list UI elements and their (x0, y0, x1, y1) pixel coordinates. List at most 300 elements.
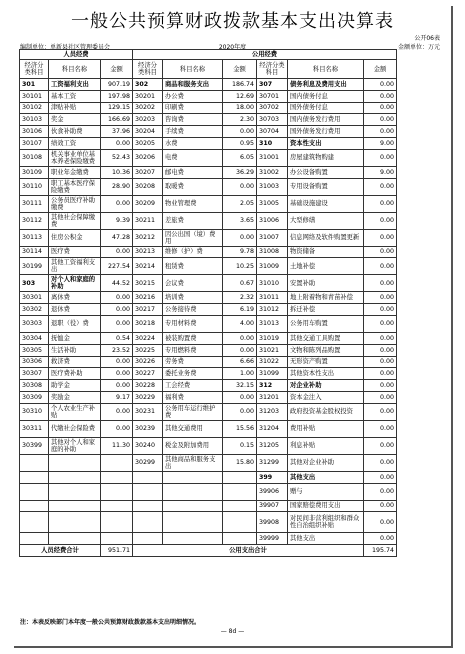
cell-name: 委托业务费 (163, 368, 223, 380)
cell-name: 资本性支出 (288, 137, 364, 149)
cell-name: 其他交通费用 (163, 420, 223, 437)
cell-code: 312 (257, 380, 288, 392)
cell-code: 30216 (133, 292, 163, 304)
cell-empty (49, 512, 101, 533)
cell-name: 安置补助 (288, 275, 364, 292)
cell-name: 助学金 (49, 380, 101, 392)
cell-code: 30215 (133, 275, 163, 292)
cell-code: 303 (20, 275, 49, 292)
table-row (20, 275, 397, 292)
cell-code: 30108 (20, 149, 49, 166)
cell-empty (163, 471, 223, 483)
cell-code: 31006 (257, 212, 288, 229)
page-shadow-bottom (14, 646, 453, 648)
cell-name: 无形资产购置 (288, 356, 364, 368)
cell-amount: 0.95 (223, 137, 257, 149)
cell-name: 物业管理费 (163, 195, 223, 212)
cell-name: 医疗费 (49, 246, 101, 258)
cell-code: 30206 (133, 149, 163, 166)
cell-amount: 15.80 (223, 454, 257, 471)
cell-name: 奖励金 (49, 391, 101, 403)
cell-name: 绩效工资 (49, 137, 101, 149)
cell-name: 房屋建筑物购建 (288, 149, 364, 166)
cell-name: 机关事业单位基本养老保险缴费 (49, 149, 101, 166)
table-row (20, 304, 397, 316)
cell-code: 30299 (133, 454, 163, 471)
cell-name: 利息补贴 (288, 437, 364, 454)
col-header-amount: 金额 (223, 60, 257, 79)
cell-name: 租赁费 (163, 258, 223, 275)
cell-empty (133, 533, 163, 545)
col-header-name: 科目名称 (49, 60, 101, 79)
cell-amount: 0.00 (364, 315, 397, 332)
cell-amount: 0.00 (364, 212, 397, 229)
cell-amount: 6.19 (223, 304, 257, 316)
cell-code: 30703 (257, 114, 288, 126)
cell-name: 会议费 (163, 275, 223, 292)
cell-amount: 36.29 (223, 166, 257, 178)
cell-code: 302 (133, 79, 163, 91)
cell-amount: 227.54 (101, 258, 133, 275)
table-row (20, 212, 397, 229)
cell-code: 30199 (20, 258, 49, 275)
public-total-label: 公用支出合计 (133, 545, 364, 557)
cell-name: 咨询费 (163, 114, 223, 126)
cell-amount: 37.96 (101, 126, 133, 138)
cell-amount: 0.00 (364, 195, 397, 212)
form-code: 公开06表 (414, 35, 440, 42)
cell-name: 住房公积金 (49, 229, 101, 246)
cell-code: 30218 (133, 315, 163, 332)
cell-amount: 907.19 (101, 79, 133, 91)
cell-name: 邮电费 (163, 166, 223, 178)
cell-name: 抚恤金 (49, 332, 101, 344)
cell-name: 公务员医疗补助缴费 (49, 195, 101, 212)
cell-empty (20, 512, 49, 533)
cell-amount: 0.00 (364, 149, 397, 166)
cell-amount: 0.00 (364, 292, 397, 304)
cell-name: 专用燃料费 (163, 344, 223, 356)
cell-code: 30303 (20, 315, 49, 332)
cell-name: 公务接待费 (163, 304, 223, 316)
cell-amount: 0.00 (364, 90, 397, 102)
cell-name: 对企业补助 (288, 380, 364, 392)
cell-code: 39907 (257, 500, 288, 512)
cell-name: 培训费 (163, 292, 223, 304)
table-row (20, 483, 397, 500)
personnel-total-value: 951.71 (101, 545, 133, 557)
cell-amount: 0.00 (101, 137, 133, 149)
cell-name: 政府投资基金股权投资 (288, 403, 364, 420)
cell-empty (133, 471, 163, 483)
cell-name: 物资储备 (288, 246, 364, 258)
cell-code: 30114 (20, 246, 49, 258)
table-row (20, 437, 397, 454)
cell-empty (20, 533, 49, 545)
cell-name: 专用材料费 (163, 315, 223, 332)
cell-amount: 0.00 (364, 304, 397, 316)
cell-name: 电费 (163, 149, 223, 166)
cell-code: 30113 (20, 229, 49, 246)
cell-amount: 166.69 (101, 114, 133, 126)
cell-name: 专用设备购置 (288, 178, 364, 195)
cell-amount: 0.00 (364, 344, 397, 356)
col-header-amount: 金额 (364, 60, 397, 79)
cell-name: 医疗费补助 (49, 368, 101, 380)
col-header-code: 经济分类科目 (257, 60, 288, 79)
cell-name: 津贴补贴 (49, 102, 101, 114)
col-header-name: 科目名称 (288, 60, 364, 79)
cell-empty (101, 454, 133, 471)
table-row (20, 258, 397, 275)
cell-code: 30203 (133, 114, 163, 126)
col-header-name: 科目名称 (163, 60, 223, 79)
cell-empty (101, 483, 133, 500)
cell-name: 办公费 (163, 90, 223, 102)
cell-empty (101, 533, 133, 545)
cell-name: 被装购置费 (163, 332, 223, 344)
cell-name: 水费 (163, 137, 223, 149)
table-row (20, 166, 397, 178)
cell-amount: 0.00 (364, 471, 397, 483)
col-header-amount: 金额 (101, 60, 133, 79)
cell-code: 30205 (133, 137, 163, 149)
cell-amount: 6.05 (223, 149, 257, 166)
cell-code: 30309 (20, 391, 49, 403)
cell-amount: 32.15 (223, 380, 257, 392)
cell-name: 生活补助 (49, 344, 101, 356)
cell-name: 职工基本医疗保险缴费 (49, 178, 101, 195)
cell-empty (101, 512, 133, 533)
cell-amount: 9.17 (101, 391, 133, 403)
cell-name: 救济费 (49, 356, 101, 368)
cell-amount: 15.56 (223, 420, 257, 437)
cell-amount: 0.00 (101, 195, 133, 212)
cell-code: 30304 (20, 332, 49, 344)
table-row (20, 315, 397, 332)
cell-code: 30302 (20, 304, 49, 316)
cell-name: 福利费 (163, 391, 223, 403)
cell-code: 30213 (133, 246, 163, 258)
personnel-total-label: 人员经费合计 (20, 545, 101, 557)
cell-code: 30307 (20, 368, 49, 380)
page-number: — 8d — (220, 628, 245, 635)
cell-empty (20, 483, 49, 500)
cell-name: 办公设备购置 (288, 166, 364, 178)
cell-amount: 0.67 (223, 275, 257, 292)
cell-empty (49, 500, 101, 512)
cell-name: 公务用车购置 (288, 315, 364, 332)
cell-empty (133, 512, 163, 533)
cell-amount: 9.00 (364, 166, 397, 178)
cell-code: 30202 (133, 102, 163, 114)
cell-empty (223, 512, 257, 533)
table-row (20, 246, 397, 258)
cell-name: 国内债务发行费用 (288, 114, 364, 126)
cell-amount: 0.00 (101, 246, 133, 258)
cell-name: 奖金 (49, 114, 101, 126)
cell-amount: 0.54 (101, 332, 133, 344)
cell-amount: 0.00 (101, 315, 133, 332)
cell-amount: 0.00 (364, 437, 397, 454)
cell-code: 30240 (133, 437, 163, 454)
page-shadow-right (451, 6, 453, 648)
table-row (20, 195, 397, 212)
cell-code: 30231 (133, 403, 163, 420)
cell-empty (101, 471, 133, 483)
cell-amount: 0.00 (364, 420, 397, 437)
cell-amount: 0.00 (223, 229, 257, 246)
cell-code: 30109 (20, 166, 49, 178)
cell-code: 31001 (257, 149, 288, 166)
cell-amount: 4.00 (223, 315, 257, 332)
cell-name: 劳务费 (163, 356, 223, 368)
cell-code: 30311 (20, 420, 49, 437)
table-row (20, 368, 397, 380)
cell-empty (20, 454, 49, 471)
cell-code: 31201 (257, 391, 288, 403)
cell-amount: 6.66 (223, 356, 257, 368)
cell-code: 30229 (133, 391, 163, 403)
cell-name: 对民间非营利组织和群众性自治组织补贴 (288, 512, 364, 533)
table-row (20, 102, 397, 114)
table-row (20, 420, 397, 437)
cell-code: 30103 (20, 114, 49, 126)
cell-name: 国外债务发行费用 (288, 126, 364, 138)
cell-amount: 2.30 (223, 114, 257, 126)
cell-amount: 0.00 (364, 483, 397, 500)
cell-code: 30225 (133, 344, 163, 356)
cell-amount: 0.00 (223, 332, 257, 344)
cell-empty (133, 500, 163, 512)
cell-code: 30208 (133, 178, 163, 195)
cell-name: 基本工资 (49, 90, 101, 102)
cell-empty (20, 500, 49, 512)
cell-code: 30224 (133, 332, 163, 344)
table-row (20, 344, 397, 356)
personnel-header: 人员经费 (20, 50, 133, 60)
cell-name: 商品和服务支出 (163, 79, 223, 91)
table-row (20, 229, 397, 246)
cell-amount: 28.90 (101, 178, 133, 195)
cell-empty (163, 483, 223, 500)
cell-code: 31013 (257, 315, 288, 332)
cell-name: 差旅费 (163, 212, 223, 229)
cell-empty (223, 471, 257, 483)
cell-amount: 0.00 (101, 368, 133, 380)
cell-empty (223, 533, 257, 545)
cell-code: 30239 (133, 420, 163, 437)
cell-code: 30228 (133, 380, 163, 392)
cell-code: 31019 (257, 332, 288, 344)
cell-amount: 9.00 (364, 137, 397, 149)
cell-amount: 9.39 (101, 212, 133, 229)
cell-amount: 12.69 (223, 90, 257, 102)
cell-name: 代缴社会保险费 (49, 420, 101, 437)
cell-amount: 10.25 (223, 258, 257, 275)
cell-code: 30227 (133, 368, 163, 380)
table-row (20, 149, 397, 166)
cell-name: 其他对个人和家庭的补助 (49, 437, 101, 454)
cell-code: 31021 (257, 344, 288, 356)
cell-code: 30306 (20, 356, 49, 368)
table-row (20, 512, 397, 533)
cell-amount: 2.32 (223, 292, 257, 304)
cell-code: 39906 (257, 483, 288, 500)
cell-empty (223, 500, 257, 512)
cell-amount: 0.00 (364, 229, 397, 246)
cell-name: 手续费 (163, 126, 223, 138)
cell-code: 30212 (133, 229, 163, 246)
col-header-code: 经济分类科目 (133, 60, 163, 79)
cell-code: 30110 (20, 178, 49, 195)
cell-amount: 197.98 (101, 90, 133, 102)
table-row (20, 292, 397, 304)
cell-name: 退休费 (49, 304, 101, 316)
cell-empty (163, 533, 223, 545)
cell-empty (163, 512, 223, 533)
cell-code: 30207 (133, 166, 163, 178)
footnote: 注：本表反映部门本年度一般公共预算财政拨款基本支出明细情况。 (20, 619, 201, 626)
cell-amount: 0.00 (364, 512, 397, 533)
cell-code: 30201 (133, 90, 163, 102)
cell-name: 其他工资福利支出 (49, 258, 101, 275)
cell-code: 31299 (257, 454, 288, 471)
cell-code: 31009 (257, 258, 288, 275)
compiling-unit: 编制单位：单新县社区管理委员会 (20, 44, 111, 51)
cell-amount: 9.78 (223, 246, 257, 258)
cell-code: 30204 (133, 126, 163, 138)
cell-name: 文物和陈列品购置 (288, 344, 364, 356)
col-header-code: 经济分类科目 (20, 60, 49, 79)
cell-name: 退职（役）费 (49, 315, 101, 332)
cell-code: 30305 (20, 344, 49, 356)
cell-code: 310 (257, 137, 288, 149)
table-row (20, 471, 397, 483)
cell-amount: 129.15 (101, 102, 133, 114)
cell-code: 399 (257, 471, 288, 483)
cell-name: 国外债务付息 (288, 102, 364, 114)
cell-amount: 0.00 (364, 114, 397, 126)
cell-code: 30102 (20, 102, 49, 114)
cell-amount: 0.00 (364, 403, 397, 420)
cell-name: 工资福利支出 (49, 79, 101, 91)
cell-amount: 2.05 (223, 195, 257, 212)
cell-name: 拆迁补偿 (288, 304, 364, 316)
cell-name: 国家赔偿费用支出 (288, 500, 364, 512)
cell-code: 39999 (257, 533, 288, 545)
cell-amount: 44.52 (101, 275, 133, 292)
table-row (20, 380, 397, 392)
cell-code: 30101 (20, 90, 49, 102)
cell-amount: 0.00 (364, 391, 397, 403)
cell-name: 费用补贴 (288, 420, 364, 437)
cell-amount: 0.00 (364, 500, 397, 512)
cell-amount: 52.43 (101, 149, 133, 166)
cell-name: 其他商品和服务支出 (163, 454, 223, 471)
cell-code: 30209 (133, 195, 163, 212)
cell-code: 31012 (257, 304, 288, 316)
cell-amount: 0.00 (223, 403, 257, 420)
report-title: 一般公共预算财政拨款基本支出决算表 (71, 11, 394, 32)
cell-amount: 23.52 (101, 344, 133, 356)
cell-name: 赠与 (288, 483, 364, 500)
cell-name: 个人农业生产补贴 (49, 403, 101, 420)
cell-code: 30701 (257, 90, 288, 102)
cell-amount: 1.00 (223, 368, 257, 380)
cell-name: 公务用车运行维护费 (163, 403, 223, 420)
cell-code: 30399 (20, 437, 49, 454)
cell-code: 31010 (257, 275, 288, 292)
table-row (20, 114, 397, 126)
cell-empty (49, 454, 101, 471)
cell-code: 31022 (257, 356, 288, 368)
cell-amount: 3.65 (223, 212, 257, 229)
cell-amount: 0.00 (364, 79, 397, 91)
cell-name: 其他社会保障缴费 (49, 212, 101, 229)
cell-code: 30106 (20, 126, 49, 138)
cell-amount: 0.00 (364, 380, 397, 392)
cell-code: 30111 (20, 195, 49, 212)
cell-empty (223, 483, 257, 500)
cell-amount: 0.00 (223, 178, 257, 195)
cell-name: 其他交通工具购置 (288, 332, 364, 344)
cell-code: 31007 (257, 229, 288, 246)
cell-name: 信息网络及软件购置更新 (288, 229, 364, 246)
cell-amount: 47.28 (101, 229, 133, 246)
cell-empty (49, 533, 101, 545)
cell-name: 大型修缮 (288, 212, 364, 229)
cell-code: 30704 (257, 126, 288, 138)
cell-amount: 0.00 (364, 258, 397, 275)
table-row (20, 500, 397, 512)
cell-amount: 0.00 (364, 246, 397, 258)
table-row (20, 332, 397, 344)
cell-name: 其他支出 (288, 533, 364, 545)
cell-name: 土地补偿 (288, 258, 364, 275)
cell-amount: 0.00 (223, 126, 257, 138)
cell-code: 30107 (20, 137, 49, 149)
table-row (20, 126, 397, 138)
cell-empty (20, 471, 49, 483)
cell-code: 31011 (257, 292, 288, 304)
expenditure-table (19, 49, 397, 557)
cell-empty (133, 483, 163, 500)
cell-code: 30301 (20, 292, 49, 304)
public-header: 公用经费 (133, 50, 397, 60)
cell-amount: 0.00 (101, 403, 133, 420)
table-row (20, 391, 397, 403)
cell-amount: 0.00 (364, 533, 397, 545)
cell-name: 离休费 (49, 292, 101, 304)
cell-code: 31203 (257, 403, 288, 420)
cell-empty (49, 471, 101, 483)
cell-amount: 0.00 (101, 292, 133, 304)
table-row (20, 137, 397, 149)
cell-code: 30217 (133, 304, 163, 316)
cell-amount: 0.00 (101, 380, 133, 392)
cell-name: 基础设施建设 (288, 195, 364, 212)
cell-amount: 0.00 (223, 391, 257, 403)
cell-name: 其他支出 (288, 471, 364, 483)
cell-name: 税金及附加费用 (163, 437, 223, 454)
cell-code: 30310 (20, 403, 49, 420)
cell-name: 维修（护）费 (163, 246, 223, 258)
cell-amount: 186.74 (223, 79, 257, 91)
cell-name: 印刷费 (163, 102, 223, 114)
currency-unit: 金额单位：万元 (397, 44, 440, 51)
cell-code: 30226 (133, 356, 163, 368)
